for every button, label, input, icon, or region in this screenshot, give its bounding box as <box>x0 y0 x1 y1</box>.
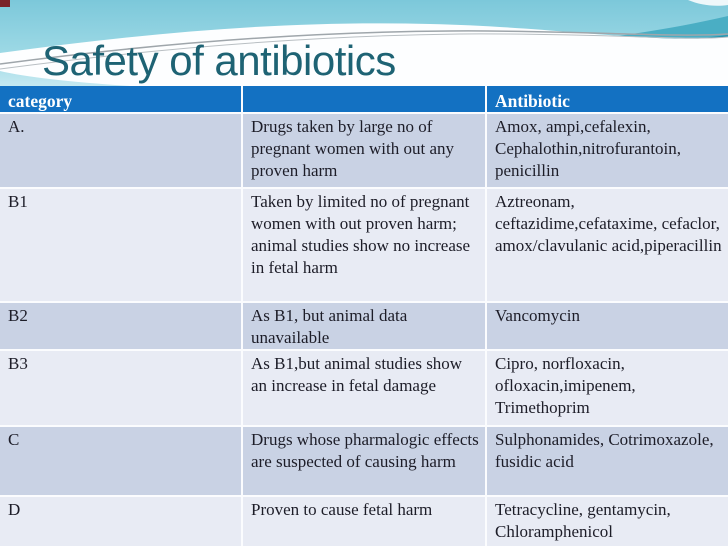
antibiotics-cell: Cipro, norfloxacin, ofloxacin,imipenem, Trimethoprim <box>487 351 728 427</box>
category-cell: A. <box>0 114 243 189</box>
antibiotic-safety-table <box>0 86 728 546</box>
description-cell: Proven to cause fetal harm <box>243 497 487 546</box>
description-cell: As B1,but animal studies show an increase in fetal damage <box>243 351 487 427</box>
column-header-category: category <box>0 86 243 114</box>
table-row <box>0 114 728 189</box>
table-row <box>0 497 728 546</box>
column-header-antibiotic: Antibiotic <box>487 86 728 114</box>
table-row <box>0 427 728 497</box>
description-cell: Drugs whose pharmalogic effects are suspected of causing harm <box>243 427 487 497</box>
slide-header-decoration <box>0 0 728 86</box>
antibiotics-cell: Tetracycline, gentamycin, Chloramphenicol <box>487 497 728 546</box>
category-cell: B2 <box>0 303 243 351</box>
category-cell: B1 <box>0 189 243 303</box>
description-cell: Drugs taken by large no of pregnant women with out any proven harm <box>243 114 487 189</box>
table-header-row <box>0 86 728 114</box>
column-header-description <box>243 86 487 114</box>
description-cell: Taken by limited no of pregnant women with out proven harm; animal studies show no increase in fetal harm <box>243 189 487 303</box>
table-row <box>0 351 728 427</box>
table-row <box>0 303 728 351</box>
slide-title: Safety of antibiotics <box>42 37 396 84</box>
table-row <box>0 189 728 303</box>
description-cell: As B1, but animal data unavailable <box>243 303 487 351</box>
antibiotics-cell: Aztreonam, ceftazidime,cefataxime, cefaclor, amox/clavulanic acid,piperacillin <box>487 189 728 303</box>
category-cell: C <box>0 427 243 497</box>
antibiotics-cell: Vancomycin <box>487 303 728 351</box>
antibiotics-cell: Sulphonamides, Cotrimoxazole, fusidic acid <box>487 427 728 497</box>
category-cell: D <box>0 497 243 546</box>
category-cell: B3 <box>0 351 243 427</box>
corner-accent-mark <box>0 0 10 7</box>
antibiotics-cell: Amox, ampi,cefalexin, Cephalothin,nitrofurantoin, penicillin <box>487 114 728 189</box>
